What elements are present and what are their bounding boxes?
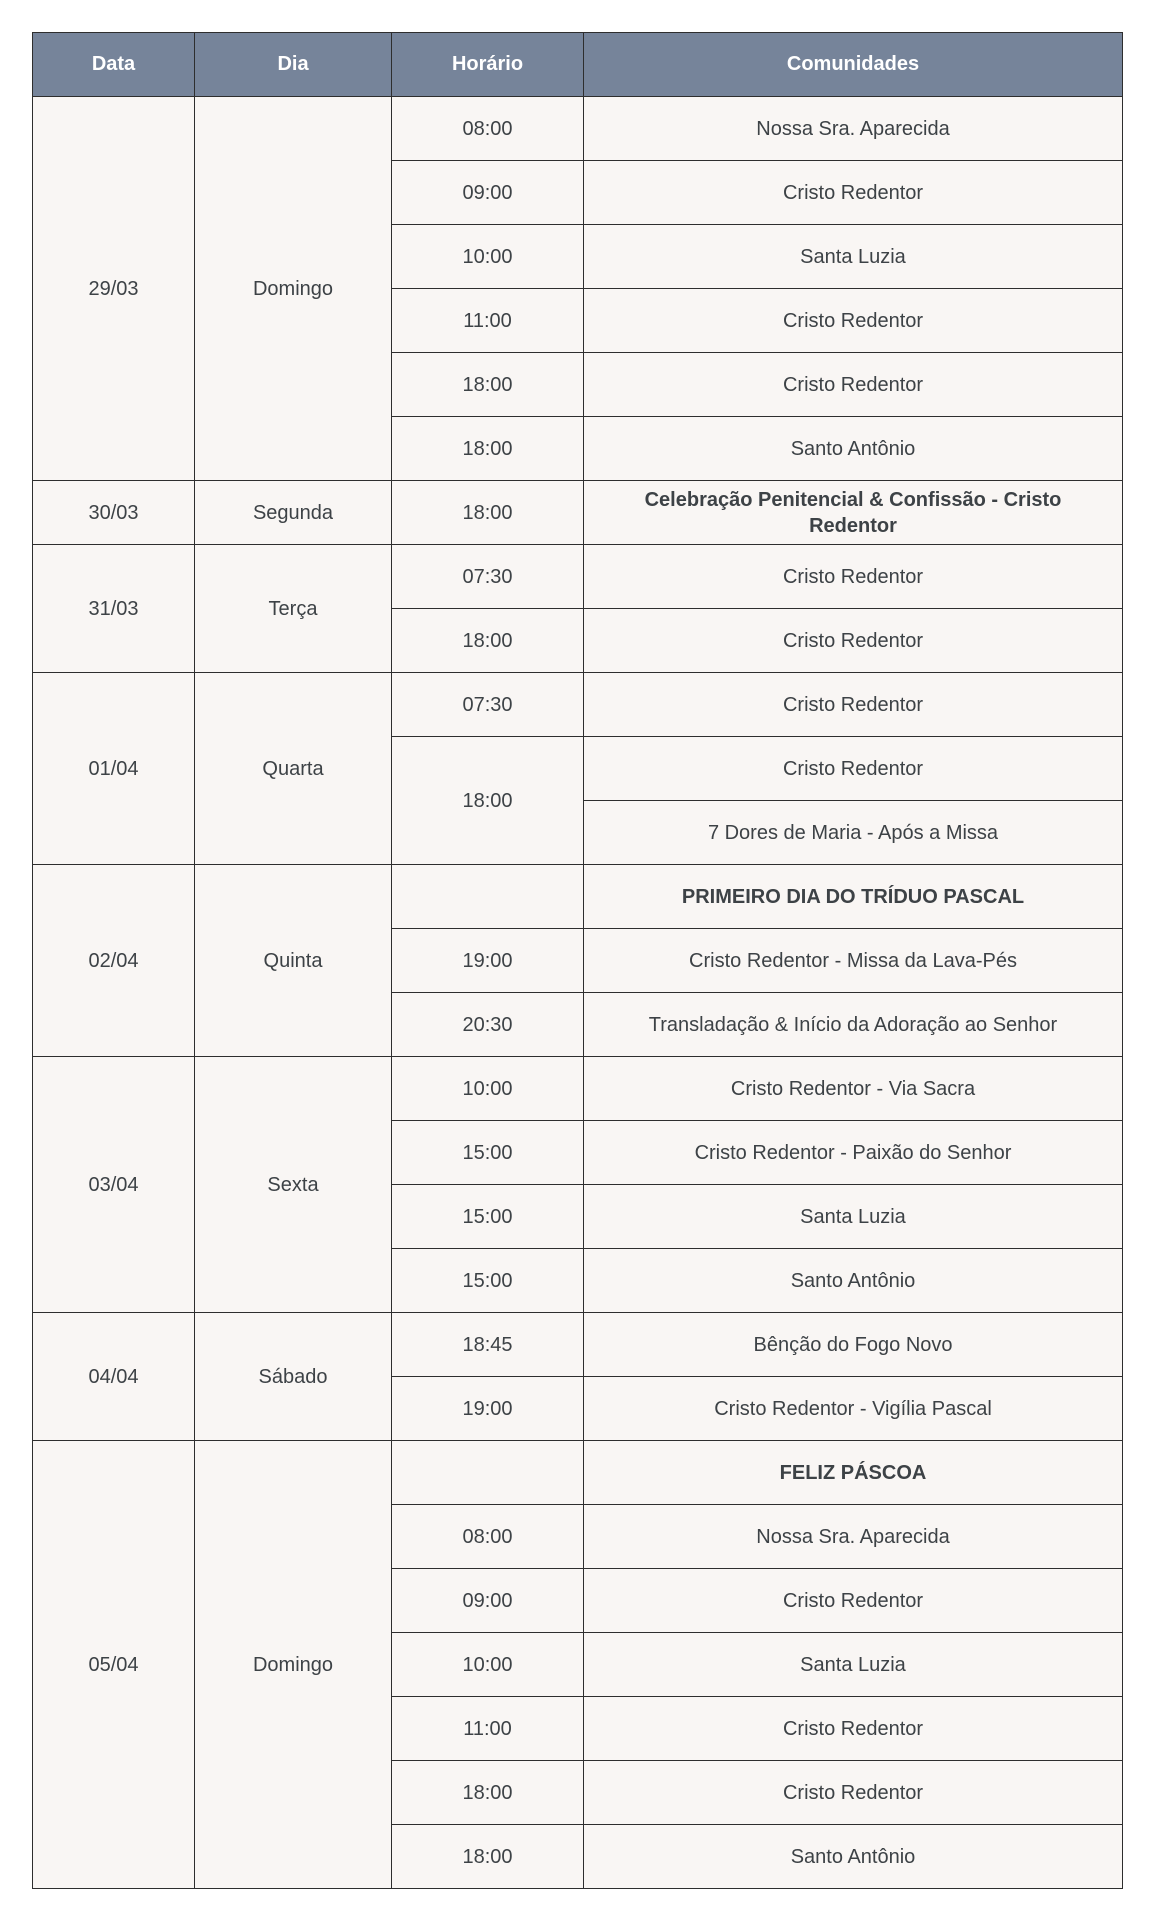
time-cell: 11:00 (392, 289, 584, 353)
table-row (33, 673, 1123, 737)
time-cell (392, 1441, 584, 1505)
table-body (33, 97, 1123, 1889)
community-cell: Santo Antônio (584, 1249, 1123, 1313)
community-cell: Cristo Redentor (584, 545, 1123, 609)
table-row (33, 481, 1123, 545)
time-cell: 09:00 (392, 1569, 584, 1633)
community-cell: Santa Luzia (584, 1185, 1123, 1249)
time-cell: 10:00 (392, 1057, 584, 1121)
time-cell: 11:00 (392, 1697, 584, 1761)
mass-schedule-table (32, 32, 1123, 1889)
weekday-cell: Terça (195, 545, 392, 673)
date-cell: 05/04 (33, 1441, 195, 1889)
event-title-cell: PRIMEIRO DIA DO TRÍDUO PASCAL (584, 865, 1123, 929)
header-row (33, 33, 1123, 97)
event-title-cell: FELIZ PÁSCOA (584, 1441, 1123, 1505)
community-cell: Santa Luzia (584, 225, 1123, 289)
header-day: Dia (195, 33, 392, 97)
date-cell: 30/03 (33, 481, 195, 545)
community-cell: Cristo Redentor (584, 609, 1123, 673)
time-cell: 10:00 (392, 225, 584, 289)
time-cell: 18:00 (392, 353, 584, 417)
community-cell: 7 Dores de Maria - Após a Missa (584, 801, 1123, 865)
date-cell: 29/03 (33, 97, 195, 481)
community-cell: Nossa Sra. Aparecida (584, 1505, 1123, 1569)
time-cell: 07:30 (392, 673, 584, 737)
weekday-cell: Quinta (195, 865, 392, 1057)
community-cell: Santa Luzia (584, 1633, 1123, 1697)
community-cell: Cristo Redentor (584, 1761, 1123, 1825)
date-cell: 03/04 (33, 1057, 195, 1313)
community-cell: Cristo Redentor (584, 161, 1123, 225)
table-row (33, 1441, 1123, 1505)
time-cell: 19:00 (392, 929, 584, 993)
table-row (33, 1057, 1123, 1121)
table-row (33, 1313, 1123, 1377)
time-cell: 07:30 (392, 545, 584, 609)
table-header (33, 33, 1123, 97)
community-cell: Nossa Sra. Aparecida (584, 97, 1123, 161)
table-row (33, 865, 1123, 929)
time-cell: 15:00 (392, 1249, 584, 1313)
table-row (33, 97, 1123, 161)
time-cell: 08:00 (392, 1505, 584, 1569)
header-date: Data (33, 33, 195, 97)
community-cell: Cristo Redentor - Paixão do Senhor (584, 1121, 1123, 1185)
weekday-cell: Domingo (195, 97, 392, 481)
community-cell: Bênção do Fogo Novo (584, 1313, 1123, 1377)
weekday-cell: Domingo (195, 1441, 392, 1889)
time-cell: 20:30 (392, 993, 584, 1057)
time-cell: 18:00 (392, 1825, 584, 1889)
time-cell: 10:00 (392, 1633, 584, 1697)
time-cell: 18:00 (392, 609, 584, 673)
community-cell: Cristo Redentor - Vigília Pascal (584, 1377, 1123, 1441)
date-cell: 04/04 (33, 1313, 195, 1441)
time-cell: 09:00 (392, 161, 584, 225)
time-cell: 18:00 (392, 737, 584, 865)
time-cell: 18:00 (392, 417, 584, 481)
header-community: Comunidades (584, 33, 1123, 97)
community-cell: Transladação & Início da Adoração ao Senhor (584, 993, 1123, 1057)
table-row (33, 545, 1123, 609)
date-cell: 01/04 (33, 673, 195, 865)
community-cell: Cristo Redentor - Missa da Lava-Pés (584, 929, 1123, 993)
time-cell: 08:00 (392, 97, 584, 161)
weekday-cell: Sábado (195, 1313, 392, 1441)
weekday-cell: Sexta (195, 1057, 392, 1313)
time-cell: 15:00 (392, 1185, 584, 1249)
community-cell: Cristo Redentor - Via Sacra (584, 1057, 1123, 1121)
community-cell: Cristo Redentor (584, 673, 1123, 737)
community-cell: Cristo Redentor (584, 1569, 1123, 1633)
time-cell: 18:45 (392, 1313, 584, 1377)
time-cell: 18:00 (392, 481, 584, 545)
time-cell: 19:00 (392, 1377, 584, 1441)
date-cell: 31/03 (33, 545, 195, 673)
community-cell: Cristo Redentor (584, 1697, 1123, 1761)
header-time: Horário (392, 33, 584, 97)
weekday-cell: Quarta (195, 673, 392, 865)
date-cell: 02/04 (33, 865, 195, 1057)
community-cell: Santo Antônio (584, 417, 1123, 481)
event-title-cell: Celebração Penitencial & Confissão - Cristo Redentor (584, 481, 1123, 545)
community-cell: Cristo Redentor (584, 353, 1123, 417)
community-cell: Santo Antônio (584, 1825, 1123, 1889)
time-cell: 15:00 (392, 1121, 584, 1185)
time-cell: 18:00 (392, 1761, 584, 1825)
weekday-cell: Segunda (195, 481, 392, 545)
community-cell: Cristo Redentor (584, 289, 1123, 353)
community-cell: Cristo Redentor (584, 737, 1123, 801)
time-cell (392, 865, 584, 929)
